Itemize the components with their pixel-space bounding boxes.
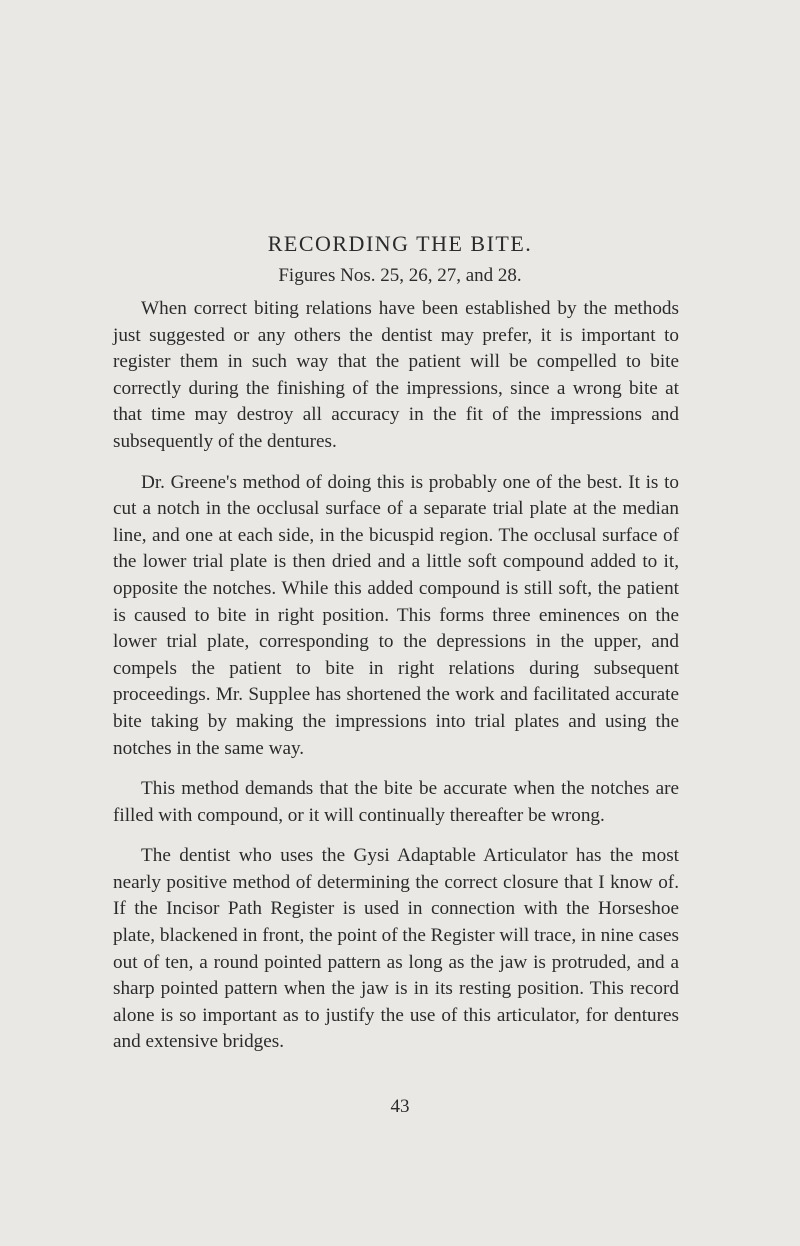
- page-number: 43: [390, 1096, 410, 1117]
- body-text: [113, 296, 679, 1070]
- paragraph-3: This method demands that the bite be accurate when the notches are filled with compound, or it will continually thereafter be wrong.: [113, 778, 679, 826]
- paragraph-1: When correct biting relations have been established by the methods just suggested or any others the dentist may prefer, it is important to register them in such way that the patient will be compelled to bite correctly during the finishing of the impressions, since a wrong bite at that time may destroy all accuracy in the fit of the impressions and subsequently of the dentures.: [113, 298, 679, 452]
- paragraph-2: Dr. Greene's method of doing this is probably one of the best. It is to cut a notch in the occlusal surface of a separate trial plate at the median line, and one at each side, in the bicuspid region. The occlusal surface of the lower trial plate is then dried and a little soft compound added to it, opposite the notches. While this added compound is still soft, the patient is caused to bite in right position. This forms three eminences on the lower trial plate, corresponding to the depressions in the upper, and compels the patient to bite in right relations during subsequent proceedings. Mr. Supplee has shortened the work and facilitated accurate bite taking by making the impressions into trial plates and using the notches in the same way.: [113, 471, 679, 759]
- chapter-title: RECORDING THE BITE.: [267, 231, 533, 256]
- figure-reference: Figures Nos. 25, 26, 27, and 28.: [278, 265, 522, 286]
- paragraph-4: The dentist who uses the Gysi Adaptable Articulator has the most nearly positive method of determining the correct closure that I know of. If the Incisor Path Register is used in connection with the Horseshoe plate, blackened in front, the point of the Register will trace, in nine cases out of ten, a round pointed pattern as long as the jaw is protruded, and a sharp pointed pattern when the jaw is in its resting position. This record alone is so important as to justify the use of this articulator, for dentures and extensive bridges.: [113, 845, 679, 1053]
